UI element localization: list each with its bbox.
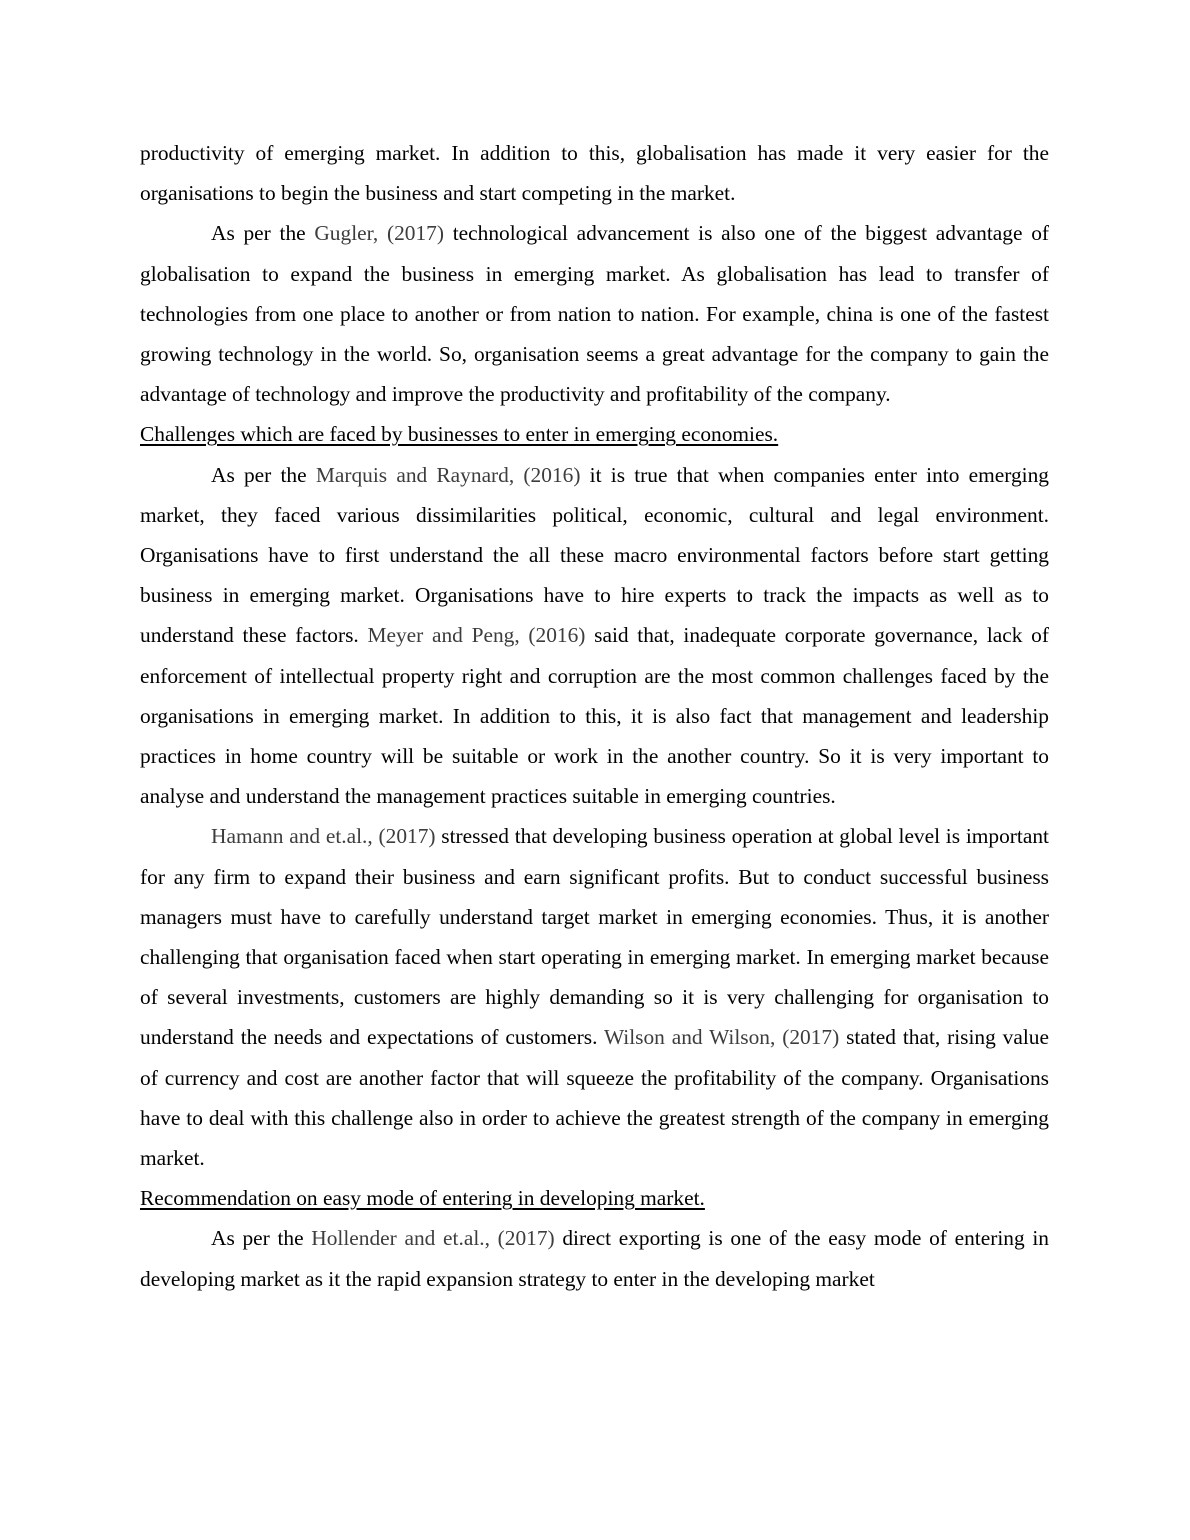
citation-meyer-peng: Meyer and Peng, (2016) [367, 623, 586, 648]
citation-wilson: Wilson and Wilson, (2017) [603, 1025, 840, 1050]
document-page [140, 133, 1049, 1299]
paragraph-text: stated that, rising value of currency and cost are another factor that will squeeze the profitability of the company. Organisations have to deal with this challenge also in order to achieve the greatest strength of the company in emerging market. [140, 1025, 1049, 1171]
paragraph-text: direct exporting is one of the easy mode of entering in developing market as it the rapid expansion strategy to enter in the developing market [140, 1226, 1049, 1291]
paragraph-text: productivity of emerging market. In addition to this, globalisation has made it very easier for the organisations to begin the business and start competing in the market. [140, 141, 1049, 206]
paragraph-text: technological advancement is also one of the biggest advantage of globalisation to expand the business in emerging market. As globalisation has lead to transfer of technologies from one place to another or from nation to nation. For example, china is one of the fastest growing technology in the world. So, organisation seems a great advantage for the company to gain the advantage of technology and improve the productivity and profitability of the company. [140, 221, 1050, 407]
paragraph-macro-environment [140, 455, 1049, 817]
paragraph-text: stressed that developing business operation at global level is important for any firm to expand their business and earn significant profits. But to conduct successful business managers must have to carefully understand target market in emerging economies. Thus, it is another challenging that organisation faced when start operating in emerging market. In emerging market because of several investments, customers are highly demanding so it is very challenging for organisation to understand the needs and expectations of customers. [140, 824, 1049, 1050]
paragraph-technological-advancement [140, 213, 1049, 414]
paragraph-target-market [140, 816, 1049, 1178]
citation-gugler: Gugler, (2017) [314, 221, 444, 246]
paragraph-globalisation-intro [140, 133, 1049, 213]
citation-marquis-raynard: Marquis and Raynard, (2016) [315, 462, 581, 487]
citation-hamann: Hamann and et.al., (2017) [211, 824, 436, 849]
paragraph-text: As per the [211, 221, 315, 246]
paragraph-text: said that, inadequate corporate governance, lack of enforcement of intellectual property right and corruption are the most common challenges faced by the organisations in emerging market. In addition to this, it is also fact that management and leadership practices in home country will be suitable or work in the another country. So it is very important to analyse and understand the management practices suitable in emerging countries. [140, 623, 1049, 809]
paragraph-text: As per the [211, 1226, 312, 1251]
section-heading-challenges: Challenges which are faced by businesses to enter in emerging economies. [140, 422, 779, 447]
paragraph-direct-exporting [140, 1218, 1049, 1298]
paragraph-text: it is true that when companies enter into emerging market, they faced various dissimilarities political, economic, cultural and legal environment. Organisations have to first understand the all these macro environmental factors before start getting business in emerging market. Organisations have to hire experts to track the impacts as well as to understand these factors. [140, 462, 1049, 648]
citation-hollender: Hollender and et.al., (2017) [311, 1226, 555, 1251]
section-heading-recommendation: Recommendation on easy mode of entering in developing market. [140, 1186, 705, 1211]
paragraph-text: As per the [211, 462, 316, 487]
